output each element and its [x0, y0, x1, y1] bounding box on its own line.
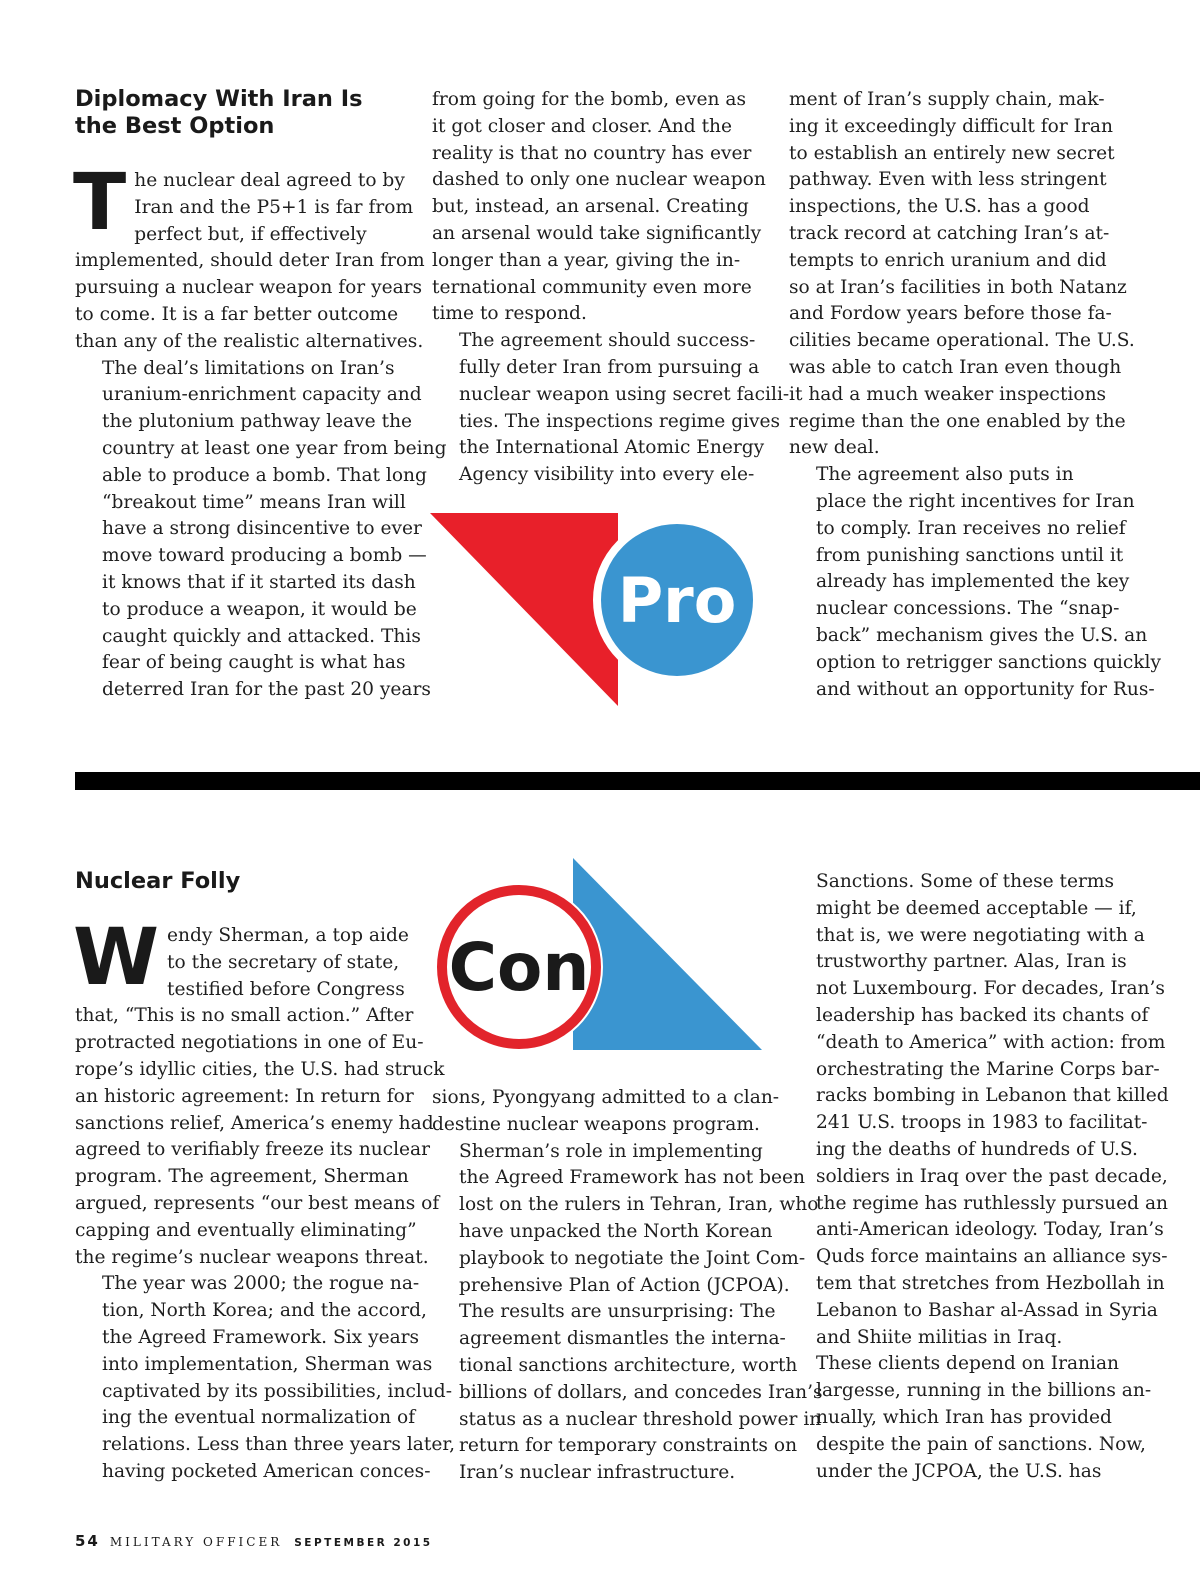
text-line: The results are unsurprising: The	[459, 1301, 776, 1323]
text-line: “breakout time” means Iran will	[102, 491, 406, 513]
text-line: prehensive Plan of Action (JCPOA).	[459, 1274, 790, 1296]
text-line: might be deemed acceptable — if,	[816, 897, 1137, 919]
text-line: The agreement should success-	[459, 330, 756, 352]
paragraph	[75, 1271, 456, 1485]
text-line: the regime has ruthlessly pursued an	[816, 1192, 1169, 1214]
text-line: relations. Less than three years later,	[102, 1434, 456, 1456]
text-line: ties. The inspections regime gives	[459, 410, 781, 432]
text-line: status as a nuclear threshold power in	[459, 1408, 822, 1430]
paragraph	[789, 869, 1169, 1351]
text-line: protracted negotiations in one of Eu-	[75, 1032, 424, 1054]
text-line: Sherman’s role in implementing	[459, 1140, 763, 1162]
text-line: rope’s idyllic cities, the U.S. had struck	[75, 1058, 445, 1080]
paragraph	[789, 462, 1161, 703]
text-line: new deal.	[789, 437, 880, 459]
text-line: already has implemented the key	[816, 571, 1130, 593]
text-line: back” mechanism gives the U.S. an	[816, 624, 1148, 646]
text-line: 241 U.S. troops in 1983 to facilitat-	[816, 1112, 1148, 1134]
text-line: endy Sherman, a top aide	[167, 925, 409, 946]
text-line: ment of Iran’s supply chain, mak-	[789, 89, 1105, 110]
text-line: regime than the one enabled by the	[789, 410, 1126, 432]
text-line: deterred Iran for the past 20 years	[102, 679, 431, 701]
text-line: to produce a weapon, it would be	[102, 598, 417, 620]
text-line: it knows that if it started its dash	[102, 571, 416, 593]
text-line: it had a much weaker inspections	[789, 383, 1107, 405]
text-line: the regime’s nuclear weapons threat.	[75, 1246, 429, 1268]
text-line: he nuclear deal agreed to by	[134, 170, 405, 191]
text-line: time to respond.	[432, 303, 587, 325]
pro-body-2	[432, 87, 790, 489]
text-line: The deal’s limitations on Iran’s	[102, 357, 395, 379]
text-line: place the right incentives for Iran	[816, 490, 1135, 512]
paragraph	[789, 87, 1135, 462]
text-line: not Luxembourg. For decades, Iran’s	[816, 978, 1165, 1000]
text-line: Sanctions. Some of these terms	[816, 871, 1115, 892]
text-line: nuclear weapon using secret facili-	[459, 383, 790, 405]
text-line: into implementation, Sherman was	[102, 1353, 433, 1375]
text-line: despite the pain of sanctions. Now,	[816, 1433, 1146, 1455]
text-line: perfect but, if effectively	[134, 223, 367, 245]
text-line: implemented, should deter Iran from	[75, 250, 425, 272]
con-badge-label: Con	[448, 929, 590, 1006]
text-line: sions, Pyongyang admitted to a clan-	[432, 1087, 780, 1108]
section-divider	[75, 772, 1200, 790]
text-line: largesse, running in the billions an-	[816, 1380, 1152, 1402]
text-line: leadership has backed its chants of	[816, 1004, 1149, 1026]
text-line: nuclear concessions. The “snap-	[816, 598, 1120, 620]
con-graphic	[428, 856, 768, 1056]
text-line: country at least one year from being	[102, 437, 447, 459]
con-column-2	[432, 1085, 823, 1487]
text-line: return for temporary constraints on	[459, 1435, 798, 1457]
text-line: sanctions relief, America’s enemy had	[75, 1112, 434, 1134]
text-line: Iran’s nuclear infrastructure.	[459, 1462, 736, 1484]
text-line: longer than a year, giving the in-	[432, 249, 741, 271]
text-line: playbook to negotiate the Joint Com-	[459, 1247, 806, 1269]
text-line: it got closer and closer. And the	[432, 115, 733, 137]
paragraph	[432, 328, 790, 489]
text-line: under the JCPOA, the U.S. has	[816, 1460, 1102, 1482]
text-line: tem that stretches from Hezbollah in	[816, 1272, 1165, 1294]
text-line: having pocketed American conces-	[102, 1460, 431, 1482]
text-line: These clients depend on Iranian	[816, 1353, 1120, 1375]
text-line: pathway. Even with less stringent	[789, 169, 1107, 191]
text-line: able to produce a bomb. That long	[102, 464, 427, 486]
text-line: ternational community even more	[432, 276, 752, 298]
text-line: billions of dollars, and concedes Iran’s	[459, 1381, 823, 1403]
text-line: pursuing a nuclear weapon for years	[75, 277, 423, 299]
text-line: tion, North Korea; and the accord,	[102, 1300, 427, 1322]
con-body-2	[432, 1085, 823, 1487]
text-line: The year was 2000; the rogue na-	[102, 1273, 420, 1295]
paragraph	[75, 356, 447, 704]
text-line: The agreement also puts in	[816, 464, 1074, 486]
pro-red-triangle	[430, 513, 618, 706]
text-line: so at Iran’s facilities in both Natanz	[789, 276, 1127, 298]
text-line: move toward producing a bomb —	[102, 545, 427, 567]
text-line: an arsenal would take significantly	[432, 222, 762, 244]
text-line: dashed to only one nuclear weapon	[432, 169, 766, 191]
pro-body-3	[789, 87, 1161, 703]
text-line: cilities became operational. The U.S.	[789, 330, 1135, 352]
text-line: the Agreed Framework. Six years	[102, 1326, 420, 1348]
text-line: orchestrating the Marine Corps bar-	[816, 1058, 1160, 1080]
text-line: have unpacked the North Korean	[459, 1220, 773, 1242]
text-line: uranium-enrichment capacity and	[102, 384, 422, 406]
con-body-1	[73, 913, 456, 1486]
text-line: “death to America” with action: from	[816, 1031, 1166, 1053]
page-footer	[75, 1531, 433, 1550]
paragraph	[432, 1139, 823, 1487]
paragraph	[789, 1351, 1152, 1485]
text-line: than any of the realistic alternatives.	[75, 330, 424, 352]
text-line: from punishing sanctions until it	[816, 544, 1124, 566]
text-line: racks bombing in Lebanon that killed	[816, 1085, 1169, 1107]
text-line: destine nuclear weapons program.	[432, 1113, 760, 1135]
text-line: Quds force maintains an alliance sys-	[816, 1246, 1168, 1268]
text-line: that, “This is no small action.” After	[75, 1005, 414, 1027]
text-line: anti-American ideology. Today, Iran’s	[816, 1219, 1164, 1241]
text-line: trustworthy partner. Alas, Iran is	[816, 951, 1127, 973]
text-line: tional sanctions architecture, worth	[459, 1354, 798, 1376]
paragraph	[432, 1085, 780, 1139]
pro-badge-label: Pro	[617, 564, 737, 637]
text-line: capping and eventually eliminating”	[75, 1219, 417, 1241]
page-number: 54	[75, 1532, 100, 1550]
text-line: reality is that no country has ever	[432, 142, 752, 164]
text-line: to establish an entirely new secret	[789, 142, 1115, 164]
text-line: argued, represents “our best means of	[75, 1192, 440, 1214]
text-line: caught quickly and attacked. This	[102, 625, 421, 647]
text-line: agreement dismantles the interna-	[459, 1328, 786, 1350]
text-line: from going for the bomb, even as	[432, 89, 747, 110]
text-line: and Shiite militias in Iraq.	[816, 1326, 1063, 1348]
con-column-1	[73, 868, 456, 1486]
drop-cap: T	[73, 158, 127, 248]
pro-headline: Diplomacy With Iran Is the Best Option	[75, 86, 363, 139]
text-line: tempts to enrich uranium and did	[789, 249, 1107, 271]
magazine-name: MILITARY OFFICER	[109, 1535, 283, 1549]
text-line: the International Atomic Energy	[459, 437, 765, 459]
pro-column-2	[432, 87, 790, 489]
text-line: Lebanon to Bashar al-Assad in Syria	[816, 1299, 1158, 1321]
con-column-3	[789, 869, 1169, 1485]
text-line: an historic agreement: In return for	[75, 1085, 414, 1107]
text-line: Iran and the P5+1 is far from	[134, 196, 414, 218]
text-line: option to retrigger sanctions quickly	[816, 651, 1161, 673]
con-body-3	[789, 869, 1169, 1485]
text-line: and Fordow years before those fa-	[789, 303, 1112, 325]
text-line: have a strong disincentive to ever	[102, 518, 422, 540]
pro-body-1	[73, 158, 447, 704]
paragraph	[73, 158, 425, 356]
text-line: captivated by its possibilities, includ-	[102, 1380, 452, 1402]
pro-graphic	[430, 510, 760, 710]
pro-column-3	[789, 87, 1161, 703]
issue-date: SEPTEMBER 2015	[294, 1537, 433, 1549]
text-line: track record at catching Iran’s at-	[789, 222, 1110, 244]
text-line: but, instead, an arsenal. Creating	[432, 196, 749, 218]
drop-cap: W	[73, 913, 160, 1003]
paragraph	[73, 913, 445, 1271]
text-line: ing the deaths of hundreds of U.S.	[816, 1138, 1138, 1160]
text-line: agreed to verifiably freeze its nuclear	[75, 1139, 431, 1161]
text-line: lost on the rulers in Tehran, Iran, who	[459, 1194, 819, 1216]
text-line: to come. It is a far better outcome	[75, 303, 399, 325]
text-line: soldiers in Iraq over the past decade,	[816, 1165, 1168, 1187]
text-line: ing it exceedingly difficult for Iran	[789, 115, 1113, 137]
pro-column-1	[73, 86, 447, 704]
text-line: nually, which Iran has provided	[816, 1406, 1112, 1428]
text-line: was able to catch Iran even though	[789, 356, 1122, 378]
text-line: inspections, the U.S. has a good	[789, 196, 1090, 218]
text-line: ing the eventual normalization of	[102, 1407, 416, 1429]
text-line: program. The agreement, Sherman	[75, 1166, 409, 1188]
text-line: to the secretary of state,	[167, 951, 400, 973]
text-line: to comply. Iran receives no relief	[816, 517, 1126, 539]
text-line: testified before Congress	[167, 978, 405, 1000]
text-line: fully deter Iran from pursuing a	[459, 356, 760, 378]
text-line: Agency visibility into every ele-	[459, 464, 755, 486]
text-line: the Agreed Framework has not been	[459, 1167, 806, 1189]
text-line: the plutonium pathway leave the	[102, 411, 413, 433]
paragraph	[432, 87, 765, 328]
text-line: fear of being caught is what has	[102, 652, 406, 674]
text-line: and without an opportunity for Rus-	[816, 678, 1155, 700]
text-line: that is, we were negotiating with a	[816, 924, 1145, 946]
con-headline: Nuclear Folly	[75, 868, 241, 894]
